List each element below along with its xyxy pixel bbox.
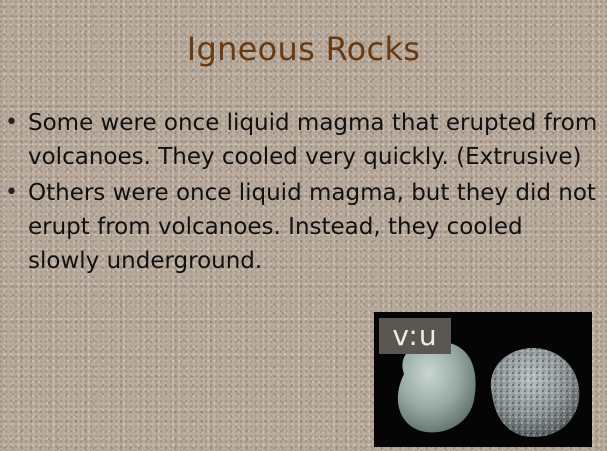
bullet-extrusive (0, 106, 600, 174)
vu-badge: v:u (379, 318, 451, 354)
bullet-dot-icon: • (5, 110, 18, 135)
bullet-text: Others were once liquid magma, but they did not erupt from volcanoes. Instead, they cooled slowly underground. (28, 180, 596, 274)
bullet-text: Some were once liquid magma that erupted from volcanoes. They cooled very quickly. (Extrusive) (28, 110, 598, 170)
slide-title: Igneous Rocks (186, 30, 421, 68)
bullet-intrusive (0, 176, 600, 278)
rock-samples-photo (374, 312, 592, 447)
extrusive-rock (398, 341, 476, 432)
bullet-dot-icon: • (5, 180, 18, 205)
bullet-list (0, 106, 607, 280)
